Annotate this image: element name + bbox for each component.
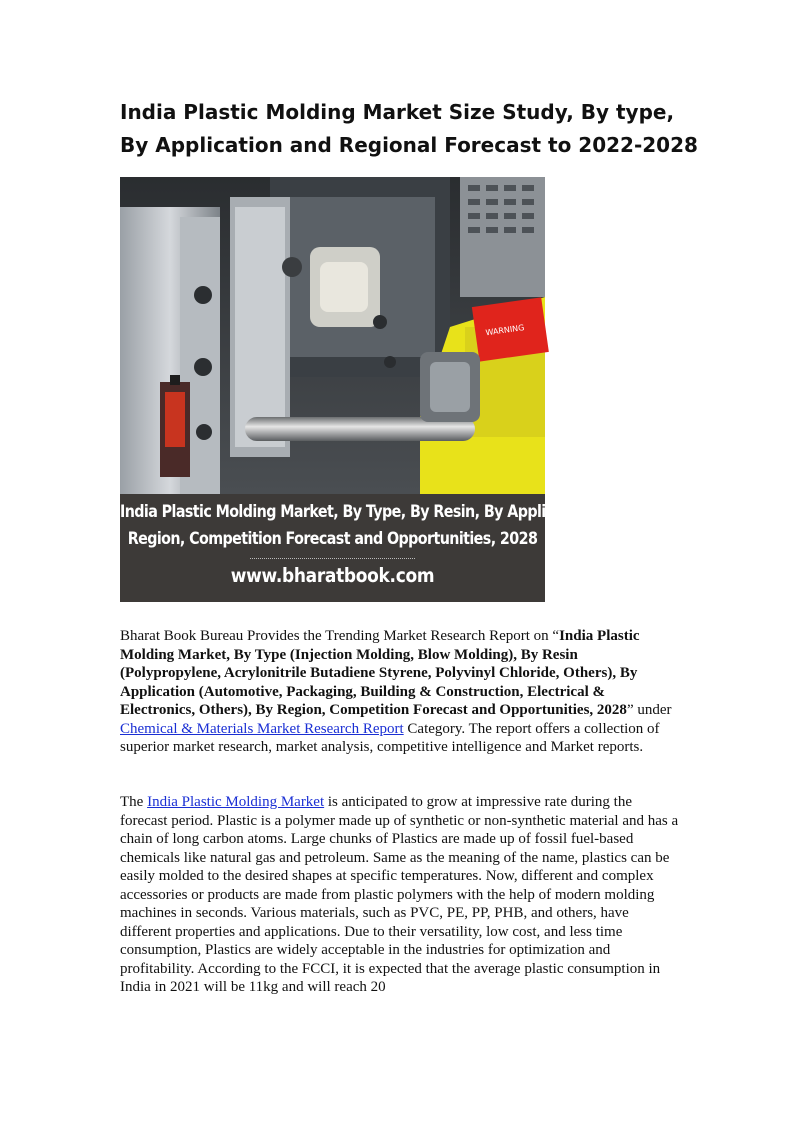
report-title: India Plastic Molding Market, By Type (Injection Molding, Blow Molding), By Resin (Polypropylene, Acrylonitrile Butadiene Styrene, Polyvinyl Chloride, Others), By Application (Automotive, Packaging, Building & Construction, Electrical & Electronics, Others), By Region, Competition Forecast and Opportunities, 2028 [120, 628, 640, 718]
banner-divider [250, 558, 415, 559]
market-text: is anticipated to grow at impressive rate during the forecast period. Plastic is a polymer made up of synthetic or non-synthetic material and has a chain of long carbon atoms. Large chunks of Plastics are made up of fossil fuel-based chemicals like natural gas and petroleum. Same as the meaning of the name, plastics can be easily molded to the desired shapes at specific temperatures. Now, different and complex accessories or products are made from plastic polymers with the help of modern molding machines in seconds. Various materials, such as PVC, PE, PP, PHB, and others, have different properties and applications. Due to their versatility, low cost, and less time consumption, Plastics are widely acceptable in the industries for optimization and profitability. According to the FCCI, it is expected that the average plastic consumption in India in 2021 will be 11kg and will reach 20 [120, 794, 679, 995]
intro-paragraph [120, 627, 680, 757]
banner-url: www.bharatbook.com [230, 564, 435, 588]
market-paragraph [120, 793, 680, 997]
document-title: India Plastic Molding Market Size Study, By type, By Application and Regional Forecast to 2022-2028 [120, 100, 698, 157]
hero-banner [120, 494, 621, 602]
intro-ending: Category. The report offers a collection of superior market research, market analysis, competitive intelligence and Market reports. [120, 720, 660, 755]
hero-image [120, 177, 621, 602]
banner-title-line2: Region, Competition Forecast and Opportunities, 2028 [127, 529, 538, 549]
market-lead: The [120, 794, 148, 810]
market-link[interactable]: India Plastic Molding Market [147, 794, 325, 810]
warning-label-text: WARNING [484, 323, 525, 338]
intro-connector: ” under [626, 702, 672, 718]
intro-text: Bharat Book Bureau Provides the Trending Market Research Report on “ [120, 628, 560, 644]
molding-machine-illustration [120, 177, 545, 494]
banner-title-line1: India Plastic Molding Market, By Type, By Resin, By Application, By [120, 502, 621, 522]
category-link[interactable]: Chemical & Materials Market Research Report [120, 720, 404, 737]
